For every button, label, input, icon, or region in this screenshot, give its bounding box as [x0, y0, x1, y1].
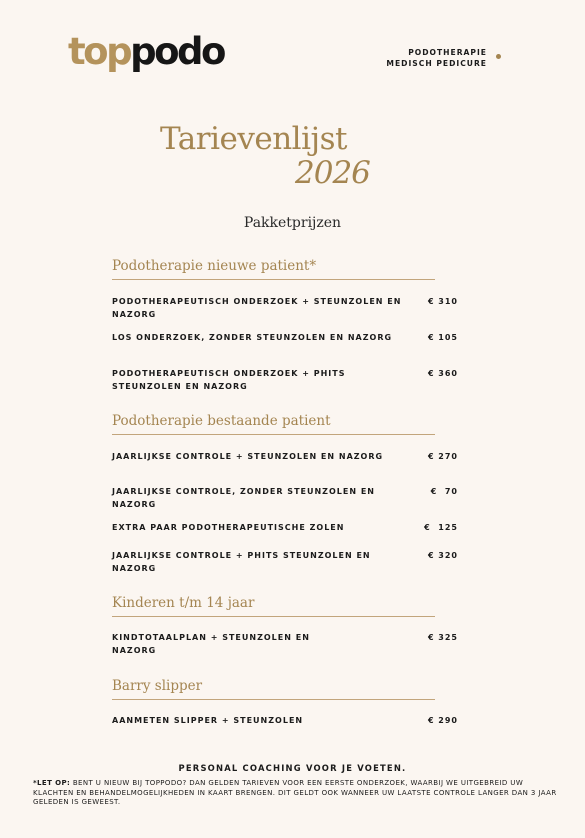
price-row-price: € 270: [427, 452, 458, 461]
section-heading-bestaande-patient: Podotherapie bestaande patient: [112, 413, 331, 429]
price-row-label: EXTRA PAAR PODOTHERAPEUTISCHE ZOLEN: [112, 523, 345, 532]
price-row-label: JAARLIJKSE CONTROLE + PHITS STEUNZOLEN EN NAZORG: [112, 551, 371, 573]
page-year: 2026: [295, 155, 370, 191]
price-row-label: PODOTHERAPEUTISCH ONDERZOEK + STEUNZOLEN EN NAZORG: [112, 297, 402, 319]
price-row-price: € 320: [427, 551, 458, 560]
coaching-slogan: PERSONAL COACHING VOOR JE VOETEN.: [178, 763, 407, 773]
price-row-price: € 125: [424, 523, 458, 532]
section-heading-kinderen: Kinderen t/m 14 jaar: [112, 595, 255, 611]
price-row-price: € 70: [430, 487, 458, 496]
section-divider: [112, 279, 435, 280]
page-subtitle: Pakketprijzen: [243, 215, 342, 231]
footnote: [33, 779, 558, 808]
footnote-text: BENT U NIEUW BIJ TOPPODO? DAN GELDEN TARIEVEN VOOR EEN EERSTE ONDERZOEK, WAARBIJ WE UITGEBREID UW KLACHTEN EN BEHANDELMOGELIJKHEDEN IN KAART BRENGEN. DIT GELDT OOK WANNEER UW LAATSTE CONTROLE LANGER DAN 3 JAAR GELEDEN IS GEWEEST.: [33, 779, 557, 806]
section-divider: [112, 699, 435, 700]
logo-podo-text: podo: [130, 30, 224, 73]
section-divider: [112, 616, 435, 617]
price-row-price: € 290: [427, 716, 458, 725]
price-row-price: € 360: [427, 369, 458, 378]
tagline: [386, 47, 487, 69]
price-row-label: LOS ONDERZOEK, ZONDER STEUNZOLEN EN NAZORG: [112, 333, 393, 342]
toppodo-logo: [68, 30, 224, 74]
price-row-price: € 105: [427, 333, 458, 342]
tagline-medisch-pedicure: MEDISCH PEDICURE: [386, 59, 487, 68]
price-row-label: JAARLIJKSE CONTROLE, ZONDER STEUNZOLEN EN NAZORG: [112, 487, 375, 509]
price-row-price: € 325: [427, 633, 458, 642]
price-row-label: PODOTHERAPEUTISCH ONDERZOEK + PHITS STEUNZOLEN EN NAZORG: [112, 369, 346, 391]
page-title: Tarievenlijst: [160, 121, 347, 157]
logo-top-text: top: [68, 30, 131, 73]
footnote-lead: *LET OP:: [33, 779, 71, 787]
section-heading-barry-slipper: Barry slipper: [112, 678, 203, 694]
section-divider: [112, 434, 435, 435]
accent-dot: [496, 54, 501, 59]
tagline-podotherapie: PODOTHERAPIE: [408, 48, 487, 57]
price-row-label: AANMETEN SLIPPER + STEUNZOLEN: [112, 716, 304, 725]
price-row-price: € 310: [427, 297, 458, 306]
price-row-label: KINDTOTAALPLAN + STEUNZOLEN EN NAZORG: [112, 633, 310, 655]
price-row-label: JAARLIJKSE CONTROLE + STEUNZOLEN EN NAZORG: [112, 452, 384, 461]
section-heading-nieuwe-patient: Podotherapie nieuwe patient*: [112, 258, 317, 274]
